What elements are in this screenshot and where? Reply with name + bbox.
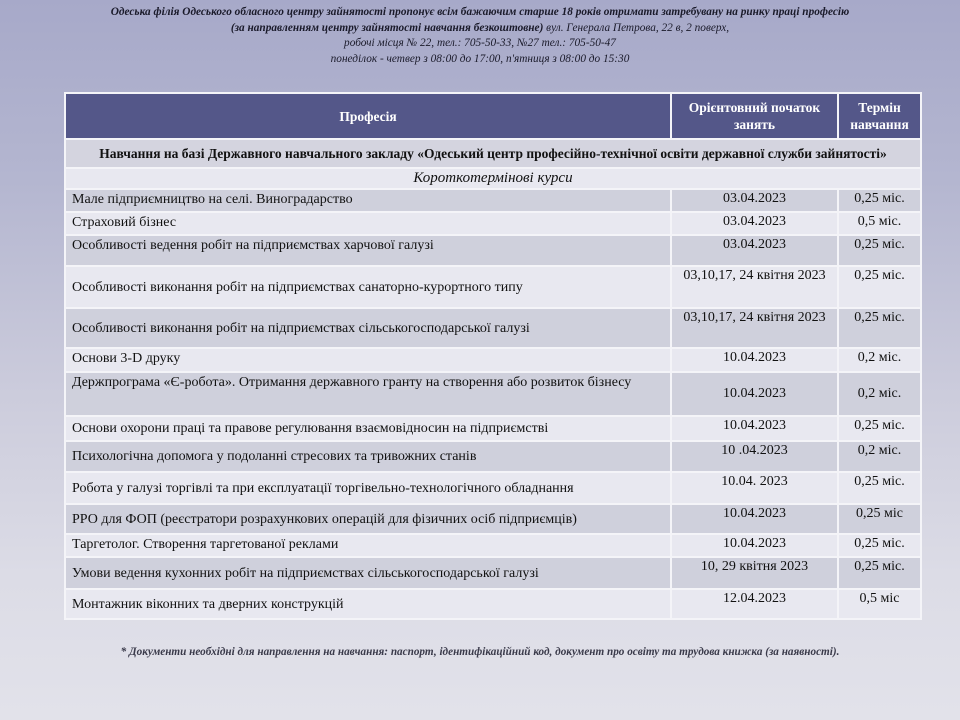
term-cell: 0,2 міс. — [838, 441, 921, 472]
start-date-cell: 10.04.2023 — [671, 416, 838, 441]
institution-row — [65, 139, 921, 168]
table-row — [65, 372, 921, 416]
start-date-cell: 03.04.2023 — [671, 235, 838, 266]
table-row — [65, 441, 921, 472]
column-header-term: Термін навчання — [838, 93, 921, 139]
table-row — [65, 472, 921, 504]
table-row — [65, 308, 921, 348]
profession-cell: Робота у галузі торгівлі та при експлуатації торгівельно-технологічного обладнання — [65, 472, 671, 504]
announcement-line-4: понеділок - четвер з 08:00 до 17:00, п'ятниця з 08:00 до 15:30 — [330, 52, 630, 65]
term-cell: 0,25 міс. — [838, 266, 921, 308]
table-row — [65, 189, 921, 212]
start-date-cell: 12.04.2023 — [671, 589, 838, 619]
term-cell: 0,5 міс — [838, 589, 921, 619]
start-date-cell: 03.04.2023 — [671, 189, 838, 212]
term-cell: 0,25 міс. — [838, 534, 921, 557]
start-date-cell: 10.04. 2023 — [671, 472, 838, 504]
profession-cell: Особливості виконання робіт на підприємствах сільськогосподарської галузі — [65, 308, 671, 348]
table-row — [65, 534, 921, 557]
column-header-start: Орієнтовний початок занять — [671, 93, 838, 139]
term-cell: 0,2 міс. — [838, 348, 921, 372]
column-header-profession: Професія — [65, 93, 671, 139]
term-cell: 0,25 міс — [838, 504, 921, 534]
term-cell: 0,25 міс. — [838, 189, 921, 212]
term-cell: 0,25 міс. — [838, 416, 921, 441]
start-date-cell: 03.04.2023 — [671, 212, 838, 235]
start-date-cell: 10.04.2023 — [671, 372, 838, 416]
profession-cell: Держпрограма «Є-робота». Отримання державного гранту на створення або розвиток бізнесу — [65, 372, 671, 416]
profession-cell: Монтажник віконних та дверних конструкцій — [65, 589, 671, 619]
courses-table-wrap — [64, 92, 920, 620]
term-cell: 0,5 міс. — [838, 212, 921, 235]
start-date-cell: 10.04.2023 — [671, 348, 838, 372]
table-header-row — [65, 93, 921, 139]
start-date-cell: 10, 29 квітня 2023 — [671, 557, 838, 589]
profession-cell: Страховий бізнес — [65, 212, 671, 235]
documents-footnote: * Документи необхідні для направлення на навчання: паспорт, ідентифікаційний код, документ про освіту та трудова книжка (за наявності). — [120, 646, 840, 658]
profession-cell: Основи охорони праці та правове регулювання взаємовідносин на підприємстві — [65, 416, 671, 441]
table-row — [65, 348, 921, 372]
start-date-cell: 03,10,17, 24 квітня 2023 — [671, 266, 838, 308]
announcement-line-2 — [0, 21, 960, 37]
term-cell: 0,25 міс. — [838, 557, 921, 589]
table-row — [65, 212, 921, 235]
institution-name: Навчання на базі Державного навчального закладу «Одеський центр професійно-технічної освіти державної служби зайнятості» — [65, 139, 921, 168]
term-cell: 0,25 міс. — [838, 308, 921, 348]
profession-cell: Особливості виконання робіт на підприємствах санаторно-курортного типу — [65, 266, 671, 308]
announcement-line-1: Одеська філія Одеського обласного центру зайнятості пропонує всім бажаючим старше 18 років отримати затребувану на ринку праці професію — [110, 6, 850, 18]
profession-cell: Таргетолог. Створення таргетованої реклами — [65, 534, 671, 557]
section-row — [65, 168, 921, 189]
start-date-cell: 10 .04.2023 — [671, 441, 838, 472]
announcement-header — [0, 5, 960, 67]
start-date-cell: 10.04.2023 — [671, 534, 838, 557]
profession-cell: Основи 3-D друку — [65, 348, 671, 372]
profession-cell: Умови ведення кухонних робіт на підприємствах сільськогосподарської галузі — [65, 557, 671, 589]
start-date-cell: 10.04.2023 — [671, 504, 838, 534]
section-title: Короткотермінові курси — [65, 168, 921, 189]
term-cell: 0,25 міс. — [838, 472, 921, 504]
profession-cell: РРО для ФОП (реєстратори розрахункових операцій для фізичних осіб підприємців) — [65, 504, 671, 534]
courses-table — [64, 92, 922, 620]
announcement-address: вул. Генерала Петрова, 22 в, 2 поверх, — [543, 21, 730, 34]
announcement-line-3: робочі місця № 22, тел.: 705-50-33, №27 тел.: 705-50-47 — [344, 37, 616, 49]
table-row — [65, 557, 921, 589]
term-cell: 0,25 міс. — [838, 235, 921, 266]
announcement-free-note: (за направленням центру зайнятості навчання безкоштовне) — [230, 21, 544, 34]
table-row — [65, 416, 921, 441]
table-row — [65, 589, 921, 619]
table-row — [65, 235, 921, 266]
start-date-cell: 03,10,17, 24 квітня 2023 — [671, 308, 838, 348]
profession-cell: Мале підприємництво на селі. Виноградарство — [65, 189, 671, 212]
profession-cell: Психологічна допомога у подоланні стресових та тривожних станів — [65, 441, 671, 472]
table-row — [65, 266, 921, 308]
profession-cell: Особливості ведення робіт на підприємствах харчової галузі — [65, 235, 671, 266]
table-row — [65, 504, 921, 534]
term-cell: 0,2 міс. — [838, 372, 921, 416]
